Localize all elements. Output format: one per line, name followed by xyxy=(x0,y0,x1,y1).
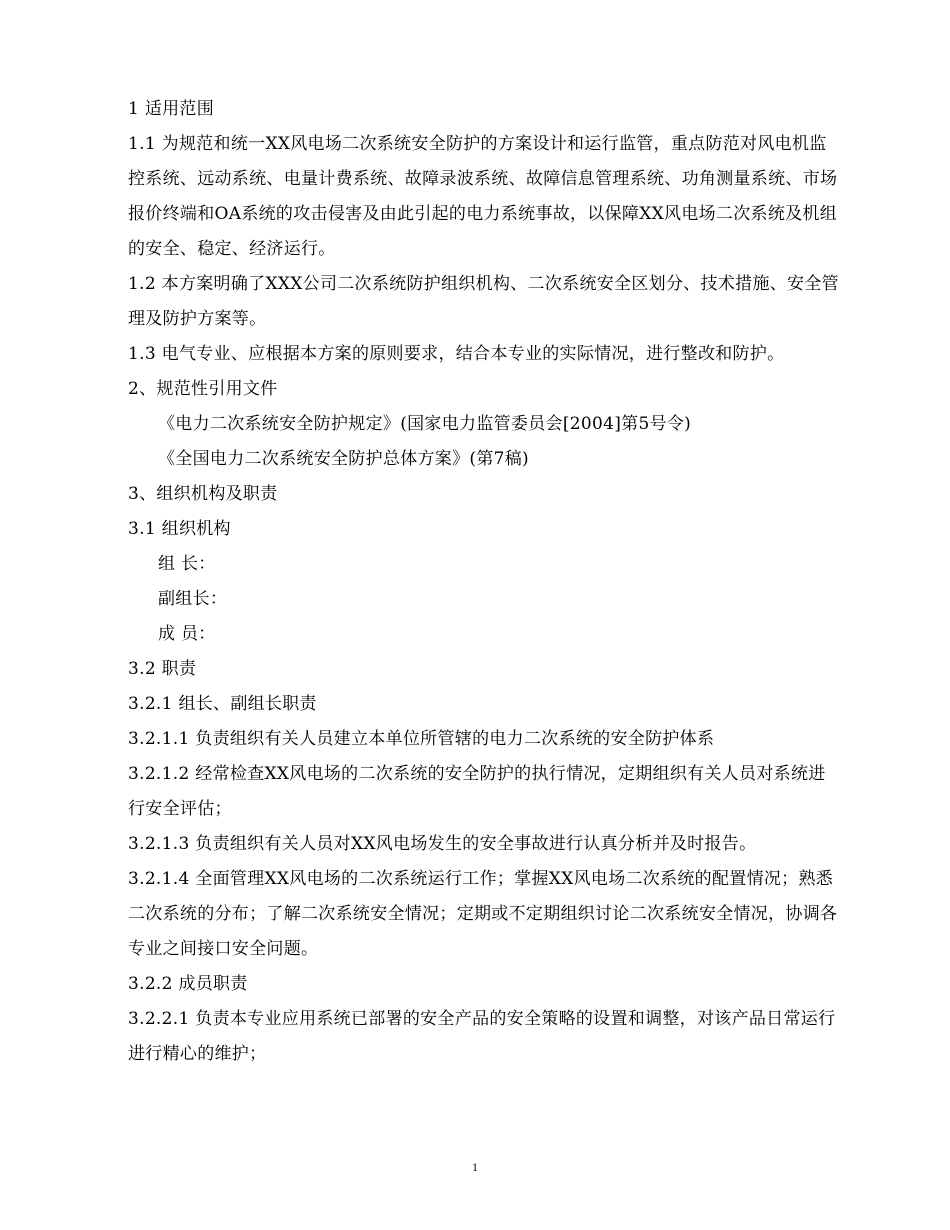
paragraph-1-2: 1.2 本方案明确了XXX公司二次系统防护组织机构、二次系统安全区划分、技术措施、安全管理及防护方案等。 xyxy=(128,274,839,329)
reference-item-2: 《全国电力二次系统安全防护总体方案》(第7稿) xyxy=(158,449,529,469)
heading-3-2: 3.2 职责 xyxy=(128,659,197,679)
role-deputy-leader: 副组长： xyxy=(158,589,228,609)
paragraph-3-2-1-3: 3.2.1.3 负责组织有关人员对XX风电场发生的安全事故进行认真分析并及时报告。 xyxy=(128,834,757,854)
paragraph-3-2-2-1: 3.2.2.1 负责本专业应用系统已部署的安全产品的安全策略的设置和调整，对该产品日常运行进行精心的维护； xyxy=(128,1009,836,1064)
page-number: 1 xyxy=(472,1160,478,1174)
heading-organization: 3、组织机构及职责 xyxy=(128,484,278,504)
paragraph-3-2-1-4: 3.2.1.4 全面管理XX风电场的二次系统运行工作；掌握XX风电场二次系统的配置情况；熟悉二次系统的分布；了解二次系统安全情况；定期或不定期组织讨论二次系统安全情况，协调各专业之间接口安全问题。 xyxy=(128,869,838,959)
document-body xyxy=(128,92,842,1072)
paragraph-1-3: 1.3 电气专业、应根据本方案的原则要求，结合本专业的实际情况，进行整改和防护。 xyxy=(128,344,785,364)
heading-scope: 1 适用范围 xyxy=(128,99,215,119)
reference-item-1: 《电力二次系统安全防护规定》(国家电力监管委员会[2004]第5号令) xyxy=(158,414,692,434)
heading-3-2-2: 3.2.2 成员职责 xyxy=(128,974,248,994)
paragraph-1-1: 1.1 为规范和统一XX风电场二次系统安全防护的方案设计和运行监管，重点防范对风电机监控系统、远动系统、电量计费系统、故障录波系统、故障信息管理系统、功角测量系统、市场报价终端和OA系统的攻击侵害及由此引起的电力系统事故，以保障XX风电场二次系统及机组的安全、稳定、经济运行。 xyxy=(128,134,838,259)
role-members: 成 员： xyxy=(158,624,216,644)
heading-3-2-1: 3.2.1 组长、副组长职责 xyxy=(128,694,317,714)
role-leader: 组 长： xyxy=(158,554,216,574)
paragraph-3-2-1-1: 3.2.1.1 负责组织有关人员建立本单位所管辖的电力二次系统的安全防护体系 xyxy=(128,729,715,749)
heading-3-1: 3.1 组织机构 xyxy=(128,519,231,539)
paragraph-3-2-1-2: 3.2.1.2 经常检查XX风电场的二次系统的安全防护的执行情况，定期组织有关人员对系统进行安全评估； xyxy=(128,764,826,819)
heading-references: 2、规范性引用文件 xyxy=(128,379,278,399)
